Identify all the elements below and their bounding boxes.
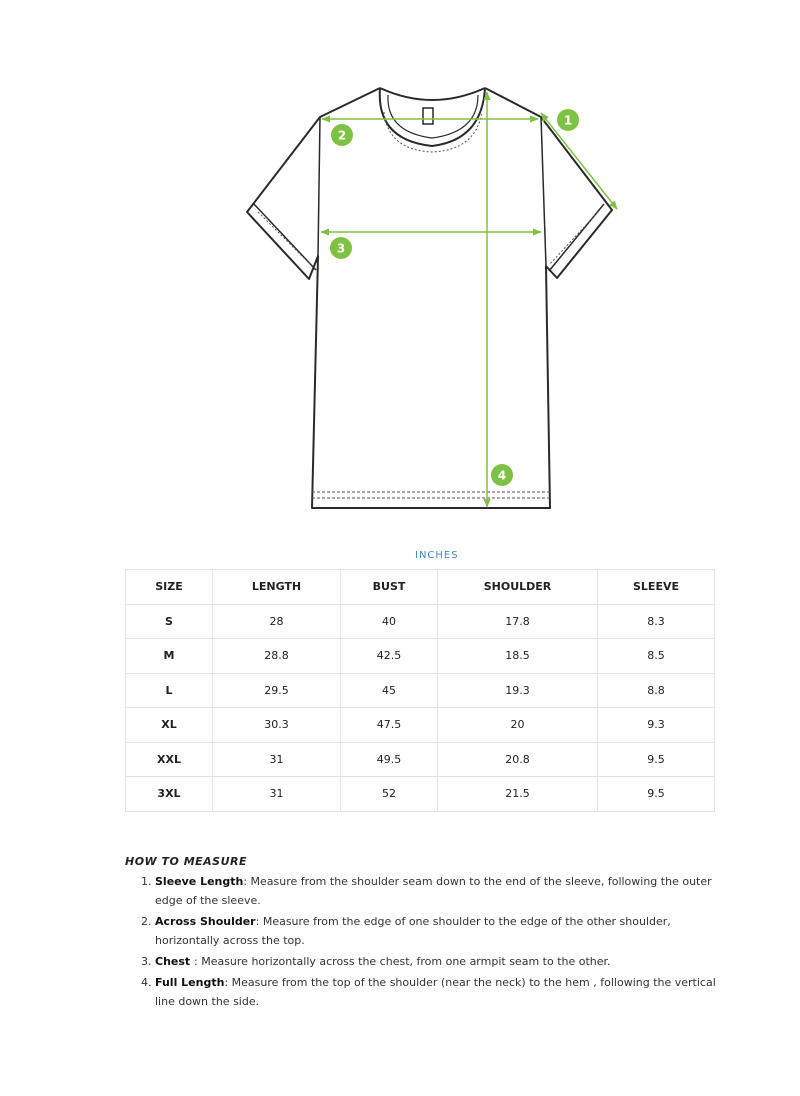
measure-item-across-shoulder <box>155 912 735 950</box>
neck-label <box>423 108 433 124</box>
length-cell: 29.5 <box>213 673 341 708</box>
measure-item-full-length <box>155 973 735 1011</box>
sleeve-cell: 9.3 <box>598 708 715 743</box>
marker-1 <box>557 109 579 131</box>
measure-description: : Measure from the edge of one shoulder to the edge of the other shoulder, horizontally across the top. <box>155 915 671 947</box>
table-header-row <box>126 570 715 605</box>
bust-cell: 42.5 <box>341 639 438 674</box>
shoulder-cell: 19.3 <box>438 673 598 708</box>
header-sleeve: SLEEVE <box>598 570 715 605</box>
header-bust: BUST <box>341 570 438 605</box>
size-cell: S <box>126 604 213 639</box>
table-row <box>126 604 715 639</box>
table-row <box>126 742 715 777</box>
collar-outline <box>380 88 485 100</box>
measure-description: : Measure from the top of the shoulder (near the neck) to the hem , following the vertical line down the side. <box>155 976 716 1008</box>
shoulder-cell: 20 <box>438 708 598 743</box>
size-cell: L <box>126 673 213 708</box>
sleeve-cell: 8.8 <box>598 673 715 708</box>
measure-term: Sleeve Length <box>155 875 244 888</box>
table-row <box>126 777 715 812</box>
unit-label: INCHES <box>415 550 459 561</box>
table-row <box>126 639 715 674</box>
measure-item-chest <box>155 952 735 971</box>
bust-cell: 45 <box>341 673 438 708</box>
length-cell: 31 <box>213 777 341 812</box>
sleeve-cell: 9.5 <box>598 777 715 812</box>
sleeve-cell: 8.5 <box>598 639 715 674</box>
shoulder-cell: 21.5 <box>438 777 598 812</box>
svg-text:3: 3 <box>336 241 346 256</box>
size-cell: XXL <box>126 742 213 777</box>
header-length: LENGTH <box>213 570 341 605</box>
shoulder-cell: 20.8 <box>438 742 598 777</box>
length-cell: 30.3 <box>213 708 341 743</box>
measure-term: Full Length <box>155 976 225 989</box>
size-chart-table <box>125 569 715 812</box>
header-size: SIZE <box>126 570 213 605</box>
length-cell: 28.8 <box>213 639 341 674</box>
marker-4 <box>491 464 513 486</box>
sleeve-cell: 9.5 <box>598 742 715 777</box>
length-cell: 28 <box>213 604 341 639</box>
sleeve-length-arrow <box>541 113 617 209</box>
shoulder-cell: 18.5 <box>438 639 598 674</box>
table-row <box>126 673 715 708</box>
marker-2 <box>331 124 353 146</box>
measure-term: Across Shoulder <box>155 915 256 928</box>
bust-cell: 47.5 <box>341 708 438 743</box>
bust-cell: 49.5 <box>341 742 438 777</box>
measure-term: Chest <box>155 955 194 968</box>
measure-description: : Measure horizontally across the chest, from one armpit seam to the other. <box>194 955 611 968</box>
how-to-measure-heading: HOW TO MEASURE <box>125 855 248 868</box>
size-cell: XL <box>126 708 213 743</box>
bust-cell: 52 <box>341 777 438 812</box>
tshirt-outline <box>247 88 612 508</box>
svg-text:1: 1 <box>563 113 573 128</box>
header-shoulder: SHOULDER <box>438 570 598 605</box>
shoulder-cell: 17.8 <box>438 604 598 639</box>
length-cell: 31 <box>213 742 341 777</box>
marker-3 <box>330 237 352 259</box>
measure-item-sleeve-length <box>155 872 735 910</box>
bust-cell: 40 <box>341 604 438 639</box>
how-to-measure-list <box>125 872 735 1013</box>
svg-text:2: 2 <box>337 128 347 143</box>
size-cell: M <box>126 639 213 674</box>
sleeve-cell: 8.3 <box>598 604 715 639</box>
svg-text:4: 4 <box>497 468 507 483</box>
measure-description: : Measure from the shoulder seam down to the end of the sleeve, following the outer edge of the sleeve. <box>155 875 712 907</box>
table-row <box>126 708 715 743</box>
size-cell: 3XL <box>126 777 213 812</box>
tshirt-diagram <box>0 0 800 540</box>
